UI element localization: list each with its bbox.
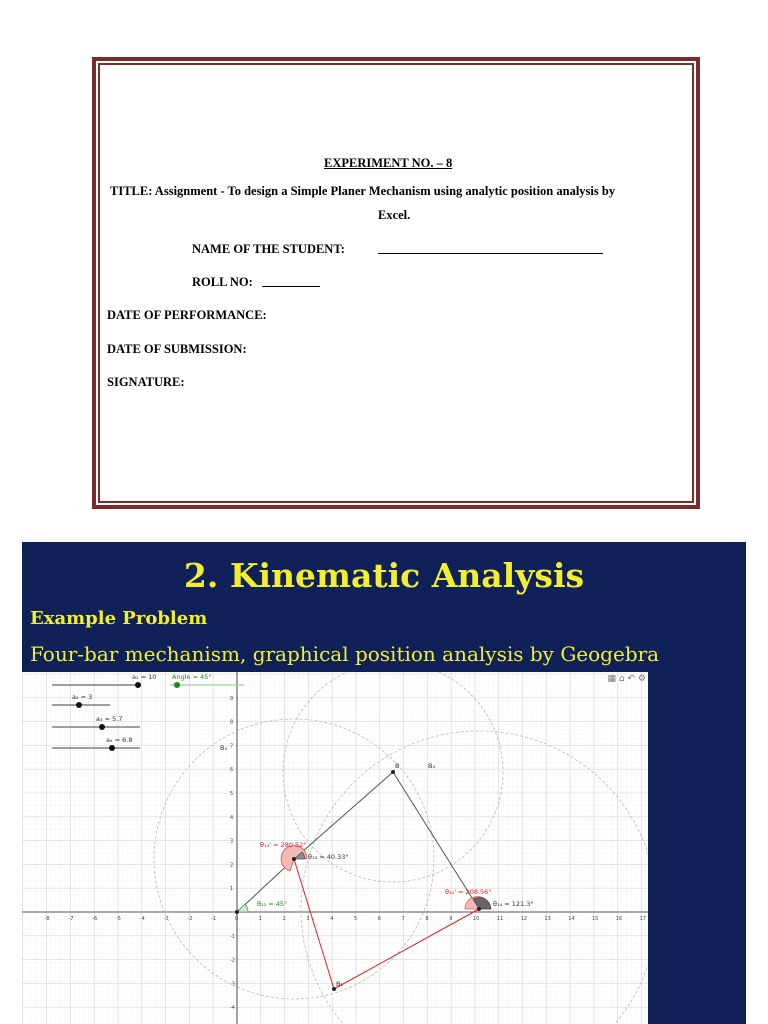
slide-subtitle: Example Problem: [30, 608, 208, 629]
y-tick-label: -4: [230, 1005, 235, 1012]
roll-no-label: ROLL NO:: [192, 275, 253, 289]
card-frame: [96, 61, 696, 505]
y-tick-label: 7: [230, 743, 234, 750]
slider-a1-label: a₁ = 10: [132, 673, 157, 681]
slider-a1-handle[interactable]: [135, 682, 141, 688]
x-tick-label: 8: [425, 916, 429, 922]
experiment-number: EXPERIMENT NO. – 8: [324, 156, 453, 170]
slide-title: 2. Kinematic Analysis: [183, 556, 585, 595]
point-c[interactable]: [477, 907, 481, 911]
slider-a4-handle[interactable]: [109, 745, 115, 751]
label-b4: B₄: [428, 762, 436, 770]
geogebra-canvas[interactable]: [22, 672, 648, 1024]
slider-a2-handle[interactable]: [76, 702, 82, 708]
student-name-label: NAME OF THE STUDENT:: [192, 242, 345, 256]
x-tick-label: 7: [401, 916, 405, 922]
card-inner-border: [98, 63, 694, 503]
x-tick-label: 14: [568, 916, 575, 922]
point-a[interactable]: [292, 857, 296, 861]
slider-a3-label: a₃ = 5.7: [96, 715, 123, 723]
experiment-cover-card: [92, 57, 700, 509]
x-tick-label: -2: [187, 916, 193, 922]
y-tick-label: 3: [230, 838, 234, 845]
title-line-1: TITLE: Assignment - To design a Simple Planer Mechanism using analytic position analysis by: [110, 184, 616, 198]
slider-a2-label: a₂ = 3: [72, 693, 93, 701]
point-b[interactable]: [391, 770, 395, 774]
x-tick-label: -1: [211, 916, 217, 922]
x-tick-label: -6: [92, 916, 98, 922]
label-theta14: θ₁₄ = 121.3°: [493, 900, 534, 908]
x-tick-label: -3: [163, 916, 169, 922]
y-tick-label: -1: [230, 933, 235, 940]
y-tick-label: 5: [230, 791, 234, 797]
signature-label: SIGNATURE:: [107, 375, 185, 389]
x-tick-label: 3: [306, 916, 310, 922]
y-tick-label: 9: [230, 695, 234, 702]
label-theta12: θ₁₂ = 45°: [257, 900, 288, 908]
home-icon[interactable]: ⌂: [618, 674, 625, 684]
cover-content: [100, 65, 692, 501]
point-origin[interactable]: [235, 910, 239, 914]
undo-icon[interactable]: ↶: [627, 674, 636, 684]
kinematic-analysis-slide: [22, 542, 746, 1024]
x-tick-label: 10: [473, 916, 480, 922]
settings-icon[interactable]: ⚙: [637, 674, 646, 684]
x-tick-label: 15: [592, 916, 599, 922]
date-performance-label: DATE OF PERFORMANCE:: [107, 308, 267, 322]
x-tick-label: -7: [68, 916, 74, 922]
x-tick-label: -5: [116, 916, 121, 922]
slider-angle-handle[interactable]: [174, 682, 180, 688]
x-tick-label: 9: [449, 916, 453, 922]
label-b1: B₁: [336, 980, 344, 988]
slide-description: Four-bar mechanism, graphical position analysis by Geogebra: [30, 642, 660, 666]
slider-angle-label: Angle = 45°: [172, 673, 212, 681]
x-tick-label: -4: [139, 916, 145, 922]
x-tick-label: 6: [377, 916, 381, 922]
x-tick-label: 11: [496, 916, 504, 922]
slider-a3-handle[interactable]: [99, 724, 105, 730]
label-b: B: [395, 762, 400, 770]
date-submission-label: DATE OF SUBMISSION:: [107, 342, 247, 356]
y-tick-label: -2: [230, 957, 235, 964]
x-tick-label: 16: [615, 916, 623, 922]
y-tick-label: 1: [230, 886, 234, 893]
grid-toggle-icon[interactable]: ▦: [607, 674, 617, 684]
y-tick-label: 6: [230, 767, 234, 774]
label-b3: B₃: [220, 744, 228, 752]
x-tick-label: 0: [235, 916, 239, 922]
y-tick-label: 8: [230, 719, 234, 726]
x-tick-label: 17: [639, 916, 646, 922]
x-tick-label: 13: [544, 916, 551, 922]
x-tick-label: 12: [520, 916, 527, 922]
x-tick-label: 4: [330, 916, 334, 922]
label-theta13-prime: θ₁₃' = 280.52°: [260, 841, 307, 849]
title-line-2: Excel.: [378, 208, 411, 222]
x-tick-label: 5: [354, 916, 358, 922]
y-tick-label: 2: [230, 862, 234, 869]
slider-a4-label: a₄ = 6.8: [106, 736, 133, 744]
geogebra-graph[interactable]: [22, 672, 648, 1024]
x-tick-label: -8: [44, 916, 50, 922]
label-theta14-prime: θ₁₄' = 208.56°: [445, 888, 492, 896]
x-tick-label: 2: [282, 916, 286, 922]
y-tick-label: 4: [230, 814, 234, 821]
y-tick-label: -3: [230, 981, 235, 988]
graphics-toolbar: [608, 674, 646, 684]
roll-no-line[interactable]: [262, 286, 320, 287]
student-name-line[interactable]: [378, 253, 603, 254]
x-tick-label: 1: [258, 916, 262, 922]
label-theta13: θ₁₃ = 40.33°: [308, 853, 349, 861]
